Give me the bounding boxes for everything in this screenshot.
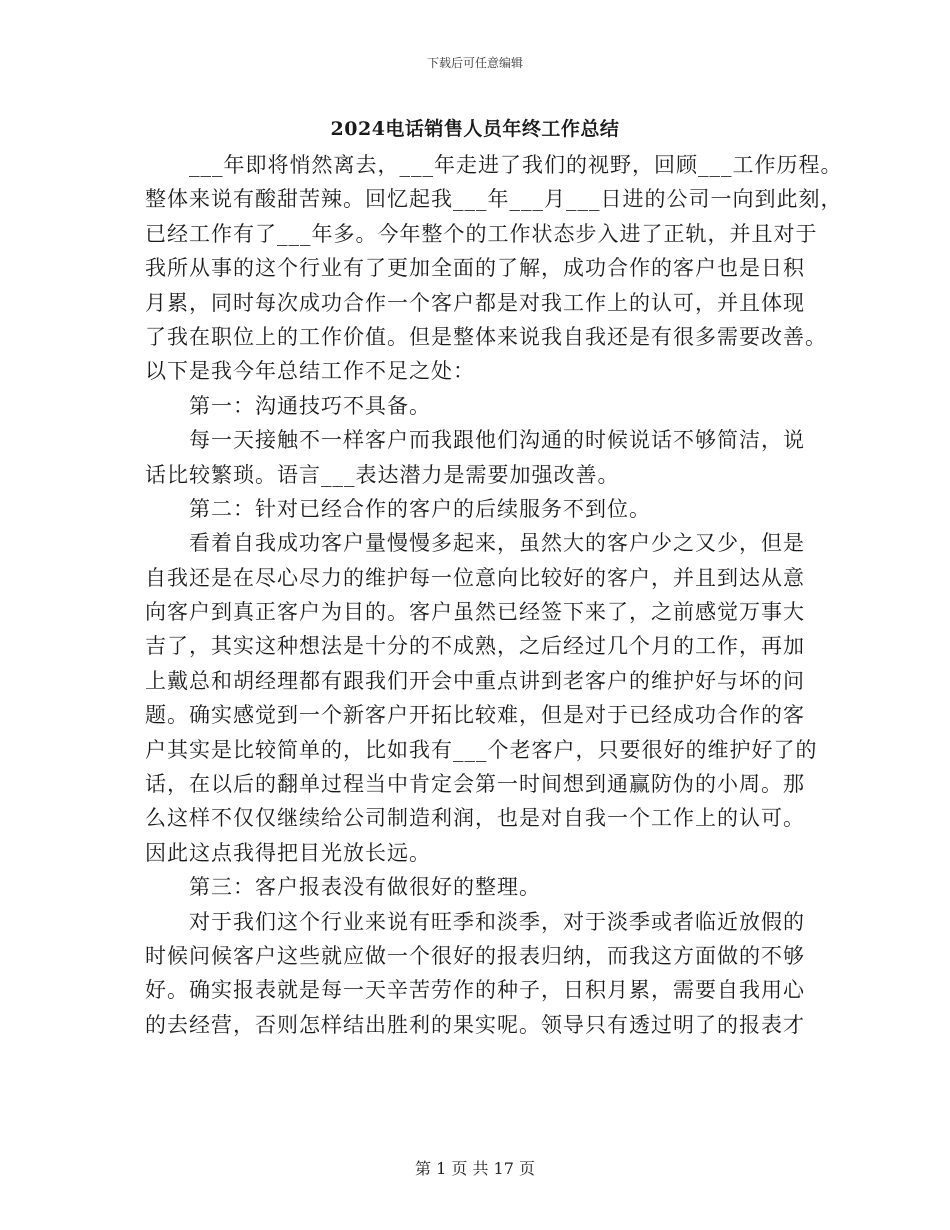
paragraph-line: ___年即将悄然离去，___年走进了我们的视野，回顾___工作历程。 xyxy=(189,153,843,177)
paragraph-line: 自我还是在尽心尽力的维护每一位意向比较好的客户，并且到达从意 xyxy=(145,565,805,590)
paragraph-line: 了我在职位上的工作价值。但是整体来说我自我还是有很多需要改善。 xyxy=(145,324,827,349)
paragraph-line: 吉了，其实这种想法是十分的不成熟，之后经过几个月的工作，再加 xyxy=(145,634,805,659)
section-heading: 第二：针对已经合作的客户的后续服务不到位。 xyxy=(189,496,651,521)
paragraph-line: 每一天接触不一样客户而我跟他们沟通的时候说话不够简洁，说 xyxy=(189,428,805,453)
section-heading: 第三：客户报表没有做很好的整理。 xyxy=(189,875,541,900)
page-header-note: 下载后可任意编辑 xyxy=(426,56,523,70)
page-number-footer: 第 1 页 共 17 页 xyxy=(415,1159,535,1178)
paragraph-line: 以下是我今年总结工作不足之处： xyxy=(145,359,475,384)
paragraph-line: 话比较繁琐。语言___表达潜力是需要加强改善。 xyxy=(145,462,620,487)
paragraph-line: 对于我们这个行业来说有旺季和淡季，对于淡季或者临近放假的 xyxy=(189,909,805,934)
paragraph-line: 户其实是比较简单的，比如我有___个老客户，只要很好的维护好了的 xyxy=(145,737,818,762)
paragraph-line: 时候问候客户这些就应做一个很好的报表归纳，而我这方面做的不够 xyxy=(145,943,805,968)
paragraph-line: 因此这点我得把目光放长远。 xyxy=(145,840,431,865)
paragraph-line: 题。确实感觉到一个新客户开拓比较难，但是对于已经成功合作的客 xyxy=(145,703,805,728)
section-heading: 第一：沟通技巧不具备。 xyxy=(189,393,431,418)
paragraph-line: 看着自我成功客户量慢慢多起来，虽然大的客户少之又少，但是 xyxy=(189,531,805,556)
paragraph-line: 的去经营，否则怎样结出胜利的果实呢。领导只有透过明了的报表才 xyxy=(145,1012,805,1037)
paragraph-line: 好。确实报表就是每一天辛苦劳作的种子，日积月累，需要自我用心 xyxy=(145,978,805,1003)
paragraph-line: 向客户到真正客户为目的。客户虽然已经签下来了，之前感觉万事大 xyxy=(145,600,805,625)
paragraph-line: 已经工作有了___年多。今年整个的工作状态步入进了正轨，并且对于 xyxy=(145,221,818,246)
document-title: 2024电话销售人员年终工作总结 xyxy=(330,118,620,140)
paragraph-line: 上戴总和胡经理都有跟我们开会中重点讲到老客户的维护好与坏的问 xyxy=(145,668,805,693)
paragraph-line: 我所从事的这个行业有了更加全面的了解，成功合作的客户也是日积 xyxy=(145,256,805,281)
paragraph-line: 整体来说有酸甜苦辣。回忆起我___年___月___日进的公司一向到此刻， xyxy=(145,187,843,212)
paragraph-line: 么这样不仅仅继续给公司制造利润，也是对自我一个工作上的认可。 xyxy=(145,806,805,831)
paragraph-line: 月累，同时每次成功合作一个客户都是对我工作上的认可，并且体现 xyxy=(145,290,805,315)
paragraph-line: 话，在以后的翻单过程当中肯定会第一时间想到通赢防伪的小周。那 xyxy=(145,772,805,797)
document-body xyxy=(145,148,843,1042)
